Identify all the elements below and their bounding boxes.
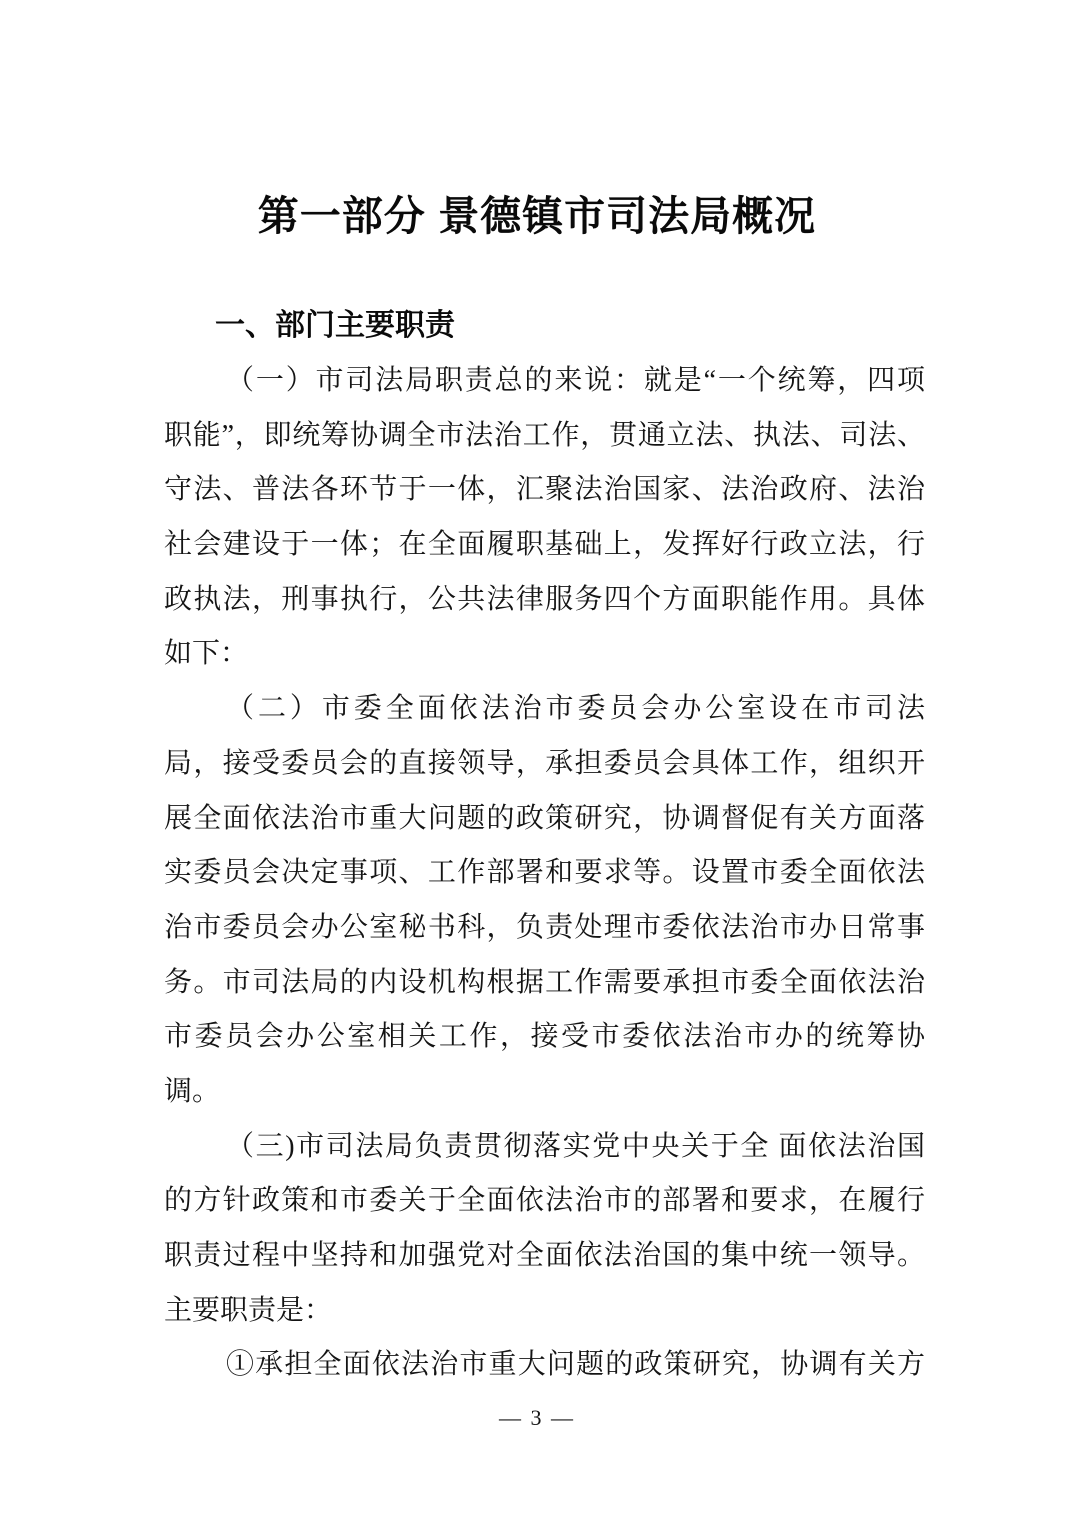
body-text [164,354,925,1393]
body-line: （一）市司法局职责总的来说：就是“一个统筹，四项 [226,365,925,396]
body-line: 守法、普法各环节于一体，汇聚法治国家、法治政府、法治 [164,474,925,506]
body-line: 局，接受委员会的直接领导，承担委员会具体工作，组织开 [164,747,925,779]
body-line: 实委员会决定事项、工作部署和要求等。设置市委全面依法 [164,857,925,889]
body-line: 调。 [164,1075,221,1107]
section-heading: 一、部门主要职责 [215,309,455,342]
body-line: 主要职责是： [164,1294,333,1326]
body-line: 的方针政策和市委关于全面依法治市的部署和要求，在履行 [164,1185,925,1217]
body-line: （三)市司法局负责贯彻落实党中央关于全 面依法治国 [226,1130,925,1162]
body-line: 治市委员会办公室秘书科，负责处理市委依法治市办日常事 [164,911,925,943]
page-number: — 3 — [499,1405,575,1430]
body-line: 社会建设于一体；在全面履职基础上，发挥好行政立法，行 [164,529,925,561]
body-line: 如下： [164,638,249,670]
body-line: （二）市委全面依法治市委员会办公室设在市司法 [226,693,925,725]
body-line: 职责过程中坚持和加强党对全面依法治国的集中统一领导。 [164,1240,925,1271]
body-line: 职能”，即统筹协调全市法治工作，贯通立法、执法、司法、 [164,419,925,451]
body-line: ①承担全面依法治市重大问题的政策研究，协调有关方 [226,1349,925,1381]
document-title: 第一部分 景德镇市司法局概况 [257,193,817,239]
body-line: 市委员会办公室相关工作，接受市委依法治市办的统筹协 [164,1021,925,1053]
body-line: 展全面依法治市重大问题的政策研究，协调督促有关方面落 [164,802,925,834]
body-line: 务。市司法局的内设机构根据工作需要承担市委全面依法治 [164,966,925,998]
body-line: 政执法，刑事执行，公共法律服务四个方面职能作用。具体 [164,583,925,615]
